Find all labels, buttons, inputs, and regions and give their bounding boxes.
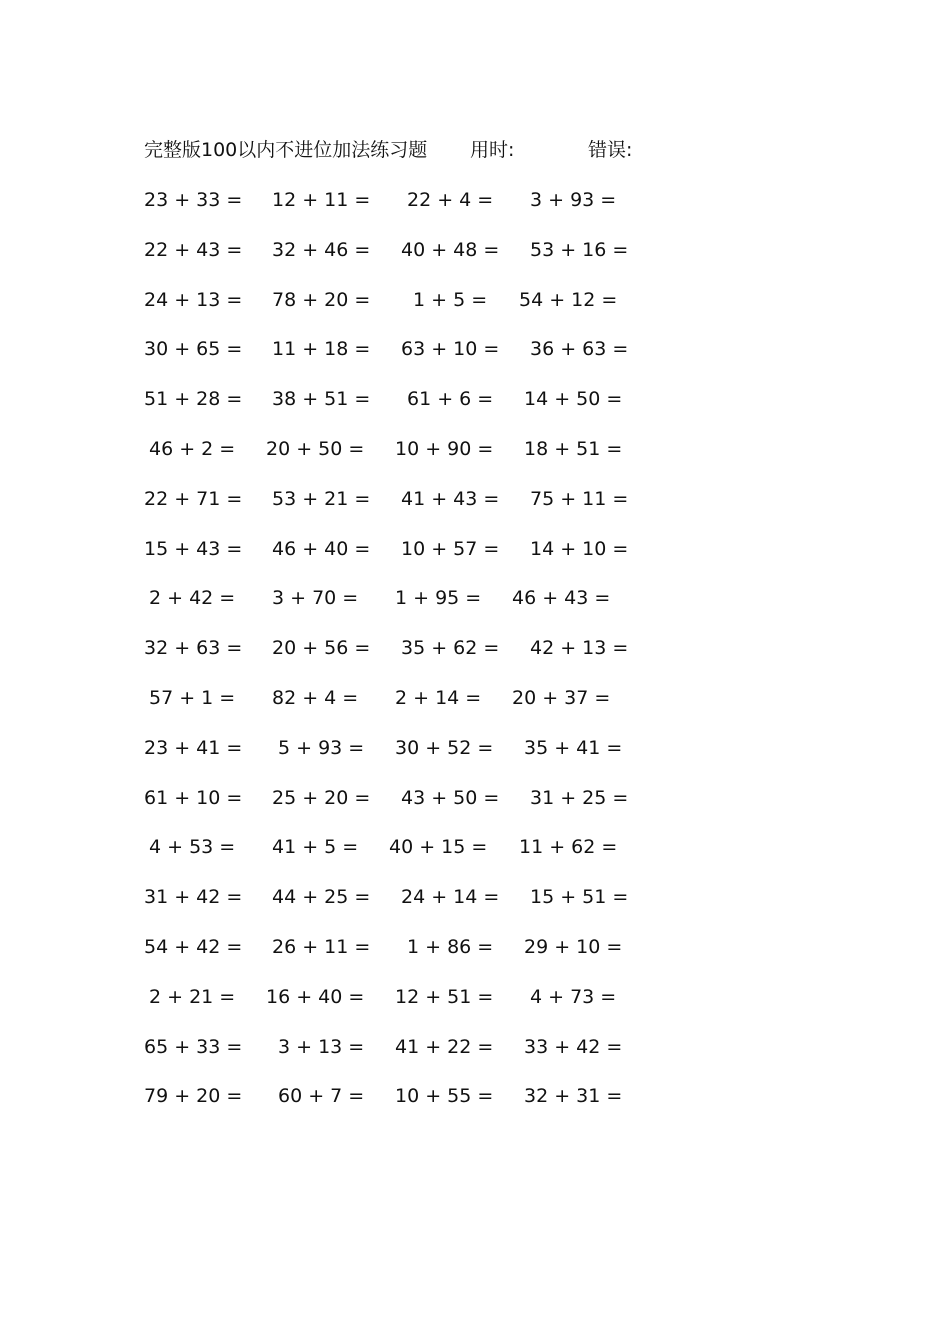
addition-problem: 82 + 4 = [272,686,359,709]
addition-problem: 3 + 70 = [272,587,359,610]
addition-problem: 3 + 93 = [530,189,617,211]
addition-problem: 38 + 51 = [272,388,371,411]
problem-row [0,1081,950,1131]
problem-row [0,434,950,484]
addition-problem: 10 + 55 = [395,1085,494,1108]
worksheet-title: 完整版100以内不进位加法练习题 [144,139,428,161]
addition-problem: 75 + 11 = [530,487,629,510]
problem-row [0,982,950,1032]
addition-problem: 42 + 13 = [530,637,629,660]
problem-row [0,583,950,633]
addition-problem: 22 + 43 = [144,238,243,261]
addition-problem: 1 + 5 = [413,288,488,311]
addition-problem: 1 + 95 = [395,587,482,610]
addition-problem: 78 + 20 = [272,288,371,311]
addition-problem: 24 + 14 = [401,886,500,909]
addition-problem: 11 + 18 = [272,338,371,361]
addition-problem: 18 + 51 = [524,437,623,460]
problem-row [0,534,950,584]
addition-problem: 54 + 42 = [144,935,243,958]
addition-problem: 32 + 31 = [524,1085,623,1108]
problem-row [0,633,950,683]
problem-row [0,185,950,235]
addition-problem: 15 + 51 = [530,886,629,909]
addition-problem: 26 + 11 = [272,935,371,958]
addition-problem: 24 + 13 = [144,288,243,311]
addition-problem: 35 + 62 = [401,637,500,660]
addition-problem: 20 + 37 = [512,686,611,709]
problem-row [0,683,950,733]
addition-problem: 31 + 42 = [144,886,243,909]
errors-label: 错误: [588,139,633,161]
addition-problem: 3 + 13 = [278,1035,365,1058]
addition-problem: 20 + 56 = [272,637,371,660]
addition-problem: 33 + 42 = [524,1035,623,1058]
problem-row [0,384,950,434]
addition-problem: 23 + 33 = [144,189,243,211]
addition-problem: 11 + 62 = [519,836,618,859]
addition-problem: 10 + 90 = [395,437,494,460]
addition-problem: 79 + 20 = [144,1085,243,1108]
addition-problem: 14 + 50 = [524,388,623,411]
addition-problem: 29 + 10 = [524,935,623,958]
addition-problem: 5 + 93 = [278,736,365,759]
addition-problem: 23 + 41 = [144,736,243,759]
addition-problem: 12 + 11 = [272,189,371,211]
addition-problem: 25 + 20 = [272,786,371,809]
addition-problem: 46 + 43 = [512,587,611,610]
addition-problem: 65 + 33 = [144,1035,243,1058]
addition-problem: 63 + 10 = [401,338,500,361]
addition-problem: 15 + 43 = [144,537,243,560]
addition-problem: 1 + 86 = [407,935,494,958]
problem-grid [0,185,950,1131]
addition-problem: 53 + 21 = [272,487,371,510]
addition-problem: 61 + 10 = [144,786,243,809]
addition-problem: 46 + 2 = [149,437,236,460]
problem-row [0,1032,950,1082]
addition-problem: 20 + 50 = [266,437,365,460]
addition-problem: 35 + 41 = [524,736,623,759]
addition-problem: 57 + 1 = [149,686,236,709]
problem-row [0,235,950,285]
addition-problem: 14 + 10 = [530,537,629,560]
problem-row [0,783,950,833]
addition-problem: 40 + 15 = [389,836,488,859]
addition-problem: 53 + 16 = [530,238,629,261]
addition-problem: 36 + 63 = [530,338,629,361]
addition-problem: 32 + 63 = [144,637,243,660]
addition-problem: 51 + 28 = [144,388,243,411]
addition-problem: 22 + 4 = [407,189,494,211]
addition-problem: 30 + 65 = [144,338,243,361]
addition-problem: 54 + 12 = [519,288,618,311]
addition-problem: 32 + 46 = [272,238,371,261]
problem-row [0,484,950,534]
addition-problem: 41 + 22 = [395,1035,494,1058]
addition-problem: 30 + 52 = [395,736,494,759]
addition-problem: 44 + 25 = [272,886,371,909]
addition-problem: 31 + 25 = [530,786,629,809]
problem-row [0,932,950,982]
addition-problem: 12 + 51 = [395,985,494,1008]
problem-row [0,285,950,335]
addition-problem: 16 + 40 = [266,985,365,1008]
problem-row [0,733,950,783]
addition-problem: 60 + 7 = [278,1085,365,1108]
addition-problem: 2 + 14 = [395,686,482,709]
addition-problem: 46 + 40 = [272,537,371,560]
problem-row [0,832,950,882]
addition-problem: 43 + 50 = [401,786,500,809]
addition-problem: 41 + 43 = [401,487,500,510]
addition-problem: 2 + 42 = [149,587,236,610]
addition-problem: 4 + 73 = [530,985,617,1008]
addition-problem: 4 + 53 = [149,836,236,859]
addition-problem: 2 + 21 = [149,985,236,1008]
time-label: 用时: [470,139,515,161]
addition-problem: 61 + 6 = [407,388,494,411]
problem-row [0,882,950,932]
addition-problem: 40 + 48 = [401,238,500,261]
addition-problem: 22 + 71 = [144,487,243,510]
addition-problem: 10 + 57 = [401,537,500,560]
problem-row [0,334,950,384]
addition-problem: 41 + 5 = [272,836,359,859]
